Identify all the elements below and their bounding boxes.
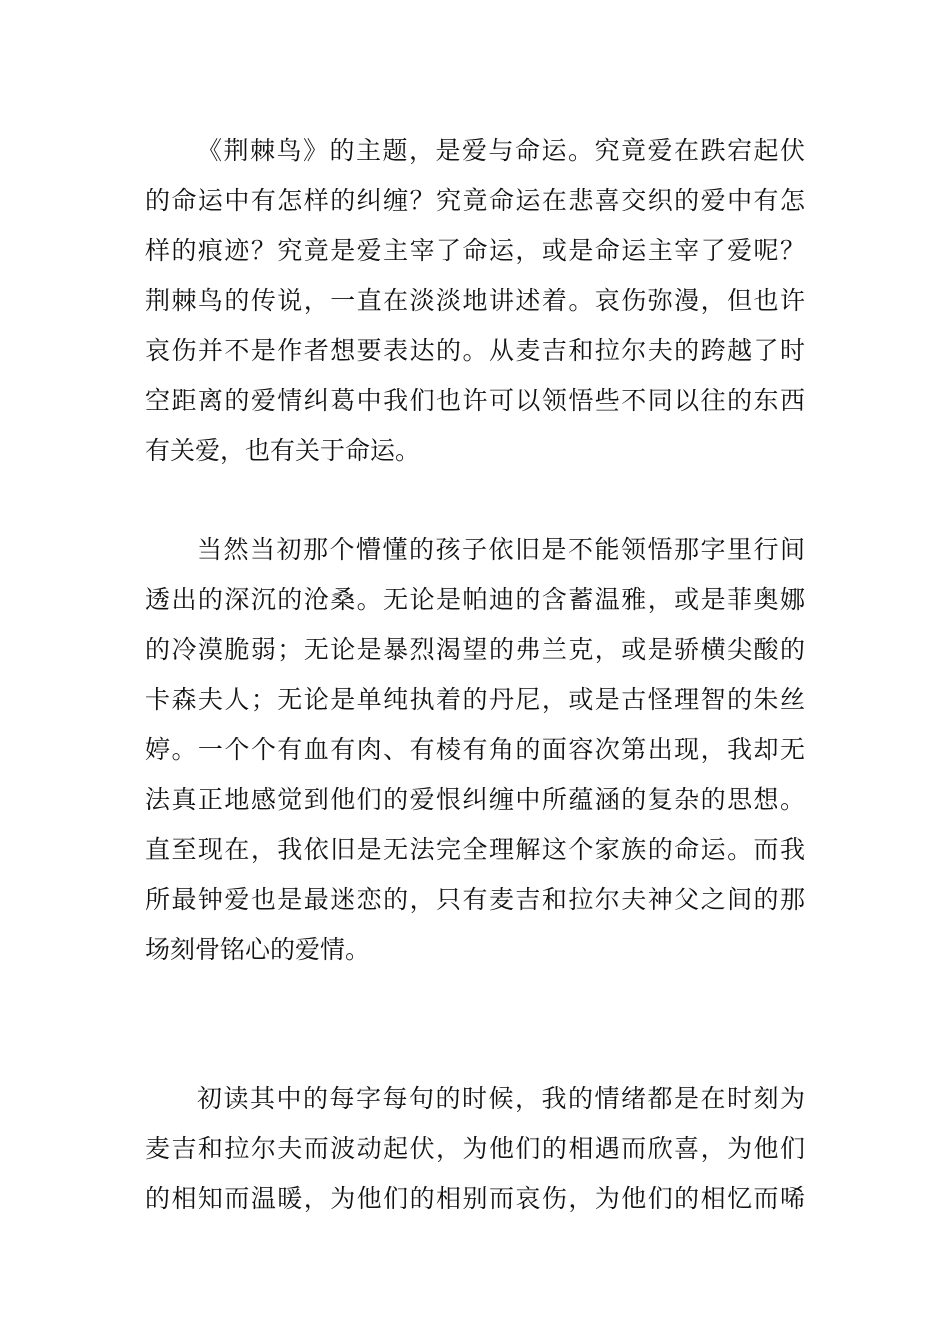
paragraph-line: 法真正地感觉到他们的爱恨纠缠中所蕴涵的复杂的思想。: [145, 785, 805, 814]
paragraph-line: 的冷漠脆弱；无论是暴烈渴望的弗兰克，或是骄横尖酸的: [145, 635, 805, 664]
paragraph-line: 的相知而温暖，为他们的相别而哀伤，为他们的相忆而唏: [145, 1184, 805, 1213]
paragraph-line: 有关爱，也有关于命运。: [145, 436, 421, 465]
paragraph-line: 所最钟爱也是最迷恋的，只有麦吉和拉尔夫神父之间的那: [145, 885, 805, 914]
paragraph-line: 样的痕迹？究竟是爱主宰了命运，或是命运主宰了爱呢？: [145, 236, 805, 265]
paragraph-line: 婷。一个个有血有肉、有棱有角的面容次第出现，我却无: [145, 735, 805, 764]
paragraph-line: 《荆棘鸟》的主题，是爱与命运。究竟爱在跌宕起伏: [197, 136, 805, 165]
paragraph-line: 麦吉和拉尔夫而波动起伏，为他们的相遇而欣喜，为他们: [145, 1134, 805, 1163]
paragraph-line: 的命运中有怎样的纠缠？究竟命运在悲喜交织的爱中有怎: [145, 186, 805, 215]
paragraph-line: 场刻骨铭心的爱情。: [145, 935, 371, 964]
paragraph-line: 初读其中的每字每句的时候，我的情绪都是在时刻为: [197, 1084, 805, 1113]
paragraph-line: 卡森夫人；无论是单纯执着的丹尼，或是古怪理智的朱丝: [145, 685, 805, 714]
paragraph-line: 荆棘鸟的传说，一直在淡淡地讲述着。哀伤弥漫，但也许: [145, 286, 805, 315]
paragraph-line: 当然当初那个懵懂的孩子依旧是不能领悟那字里行间: [197, 535, 805, 564]
paragraph-line: 哀伤并不是作者想要表达的。从麦吉和拉尔夫的跨越了时: [145, 336, 805, 365]
paragraph-line: 透出的深沉的沧桑。无论是帕迪的含蓄温雅，或是菲奥娜: [145, 585, 805, 614]
paragraph-line: 直至现在，我依旧是无法完全理解这个家族的命运。而我: [145, 835, 805, 864]
paragraph-line: 空距离的爱情纠葛中我们也许可以领悟些不同以往的东西: [145, 386, 805, 415]
